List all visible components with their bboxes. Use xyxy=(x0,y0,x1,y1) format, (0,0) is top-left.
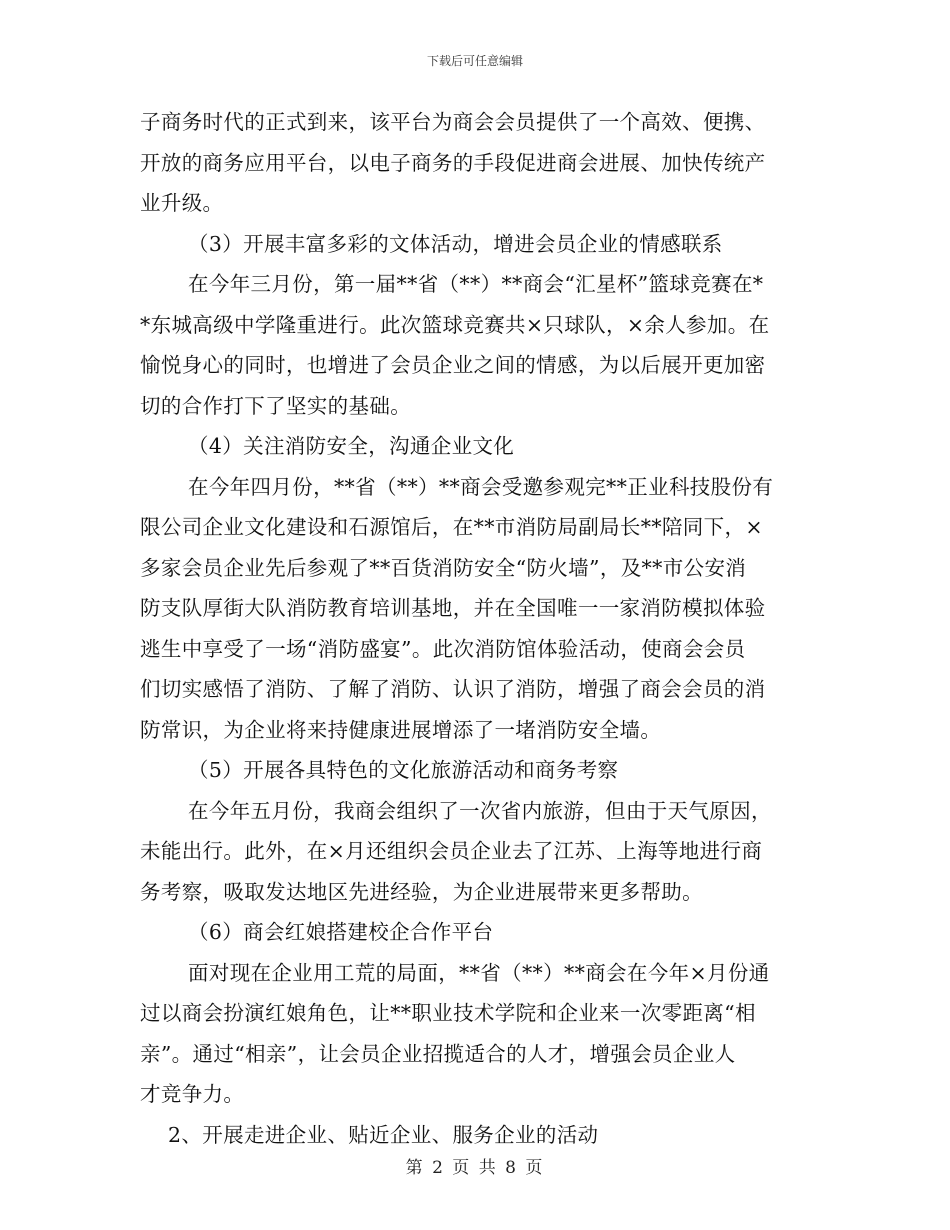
text-line: 切的合作打下了坚实的基础。 xyxy=(140,393,412,418)
text-line: 们切实感悟了消防、了解了消防、认识了消防，增强了商会会员的消 xyxy=(140,677,766,701)
text-line: 子商务时代的正式到来，该平台为商会会员提供了一个高效、便携、 xyxy=(140,110,766,134)
text-line: 业升级。 xyxy=(140,191,224,215)
section-heading: （6）商会红娘搭建校企合作平台 xyxy=(188,920,494,944)
text-line: 愉悦身心的同时，也增进了会员企业之间的情感，为以后展开更加密 xyxy=(140,353,766,377)
document-body xyxy=(140,102,812,1155)
text-line: 限公司企业文化建设和石源馆后，在**市消防局副局长**陪同下，× xyxy=(140,515,763,539)
text-line: 防常识，为企业将来持健康进展增添了一堵消防安全墙。 xyxy=(140,717,662,742)
text-line: 亲”。通过“相亲”，让会员企业招揽适合的人才，增强会员企业人 xyxy=(140,1041,736,1066)
section-heading: （5）开展各具特色的文化旅游活动和商务考察 xyxy=(188,758,619,782)
section-heading: （4）关注消防安全，沟通企业文化 xyxy=(188,434,515,458)
text-line: 面对现在企业用工荒的局面，**省（**）**商会在今年×月份通 xyxy=(188,960,770,985)
section-heading: （3）开展丰富多彩的文体活动，增进会员企业的情感联系 xyxy=(188,231,723,256)
text-line: 未能出行。此外，在×月还组织会员企业去了江苏、上海等地进行商 xyxy=(140,839,763,863)
page-header: 下载后可任意编辑 xyxy=(426,54,523,68)
text-line: 才竞争力。 xyxy=(140,1082,245,1106)
section-heading: 2、开展走进企业、贴近企业、服务企业的活动 xyxy=(168,1122,599,1147)
text-line: 过以商会扮演红娘角色，让**职业技术学院和企业来一次零距离“相 xyxy=(140,1001,756,1025)
text-line: 多家会员企业先后参观了**百货消防安全“防火墙”，及**市公安消 xyxy=(140,555,747,580)
text-line: 逃生中享受了一场“消防盛宴”。此次消防馆体验活动，使商会会员 xyxy=(140,636,746,661)
text-line: 务考察，吸取发达地区先进经验，为企业进展带来更多帮助。 xyxy=(140,879,703,904)
text-line: 在今年五月份，我商会组织了一次省内旅游，但由于天气原因， xyxy=(188,798,772,823)
text-line: 在今年三月份，第一届**省（**）**商会“汇星杯”篮球竞赛在* xyxy=(188,272,764,296)
text-line: 防支队厚街大队消防教育培训基地，并在全国唯一一家消防模拟体验 xyxy=(140,596,766,620)
text-line: 开放的商务应用平台，以电子商务的手段促进商会进展、加快传统产 xyxy=(140,150,766,175)
text-line: 在今年四月份，**省（**）**商会受邀参观完**正业科技股份有 xyxy=(188,474,774,499)
page-number: 第 2 页 共 8 页 xyxy=(405,1158,545,1178)
text-line: *东城高级中学隆重进行。此次篮球竞赛共×只球队，×余人参加。在 xyxy=(140,312,770,337)
